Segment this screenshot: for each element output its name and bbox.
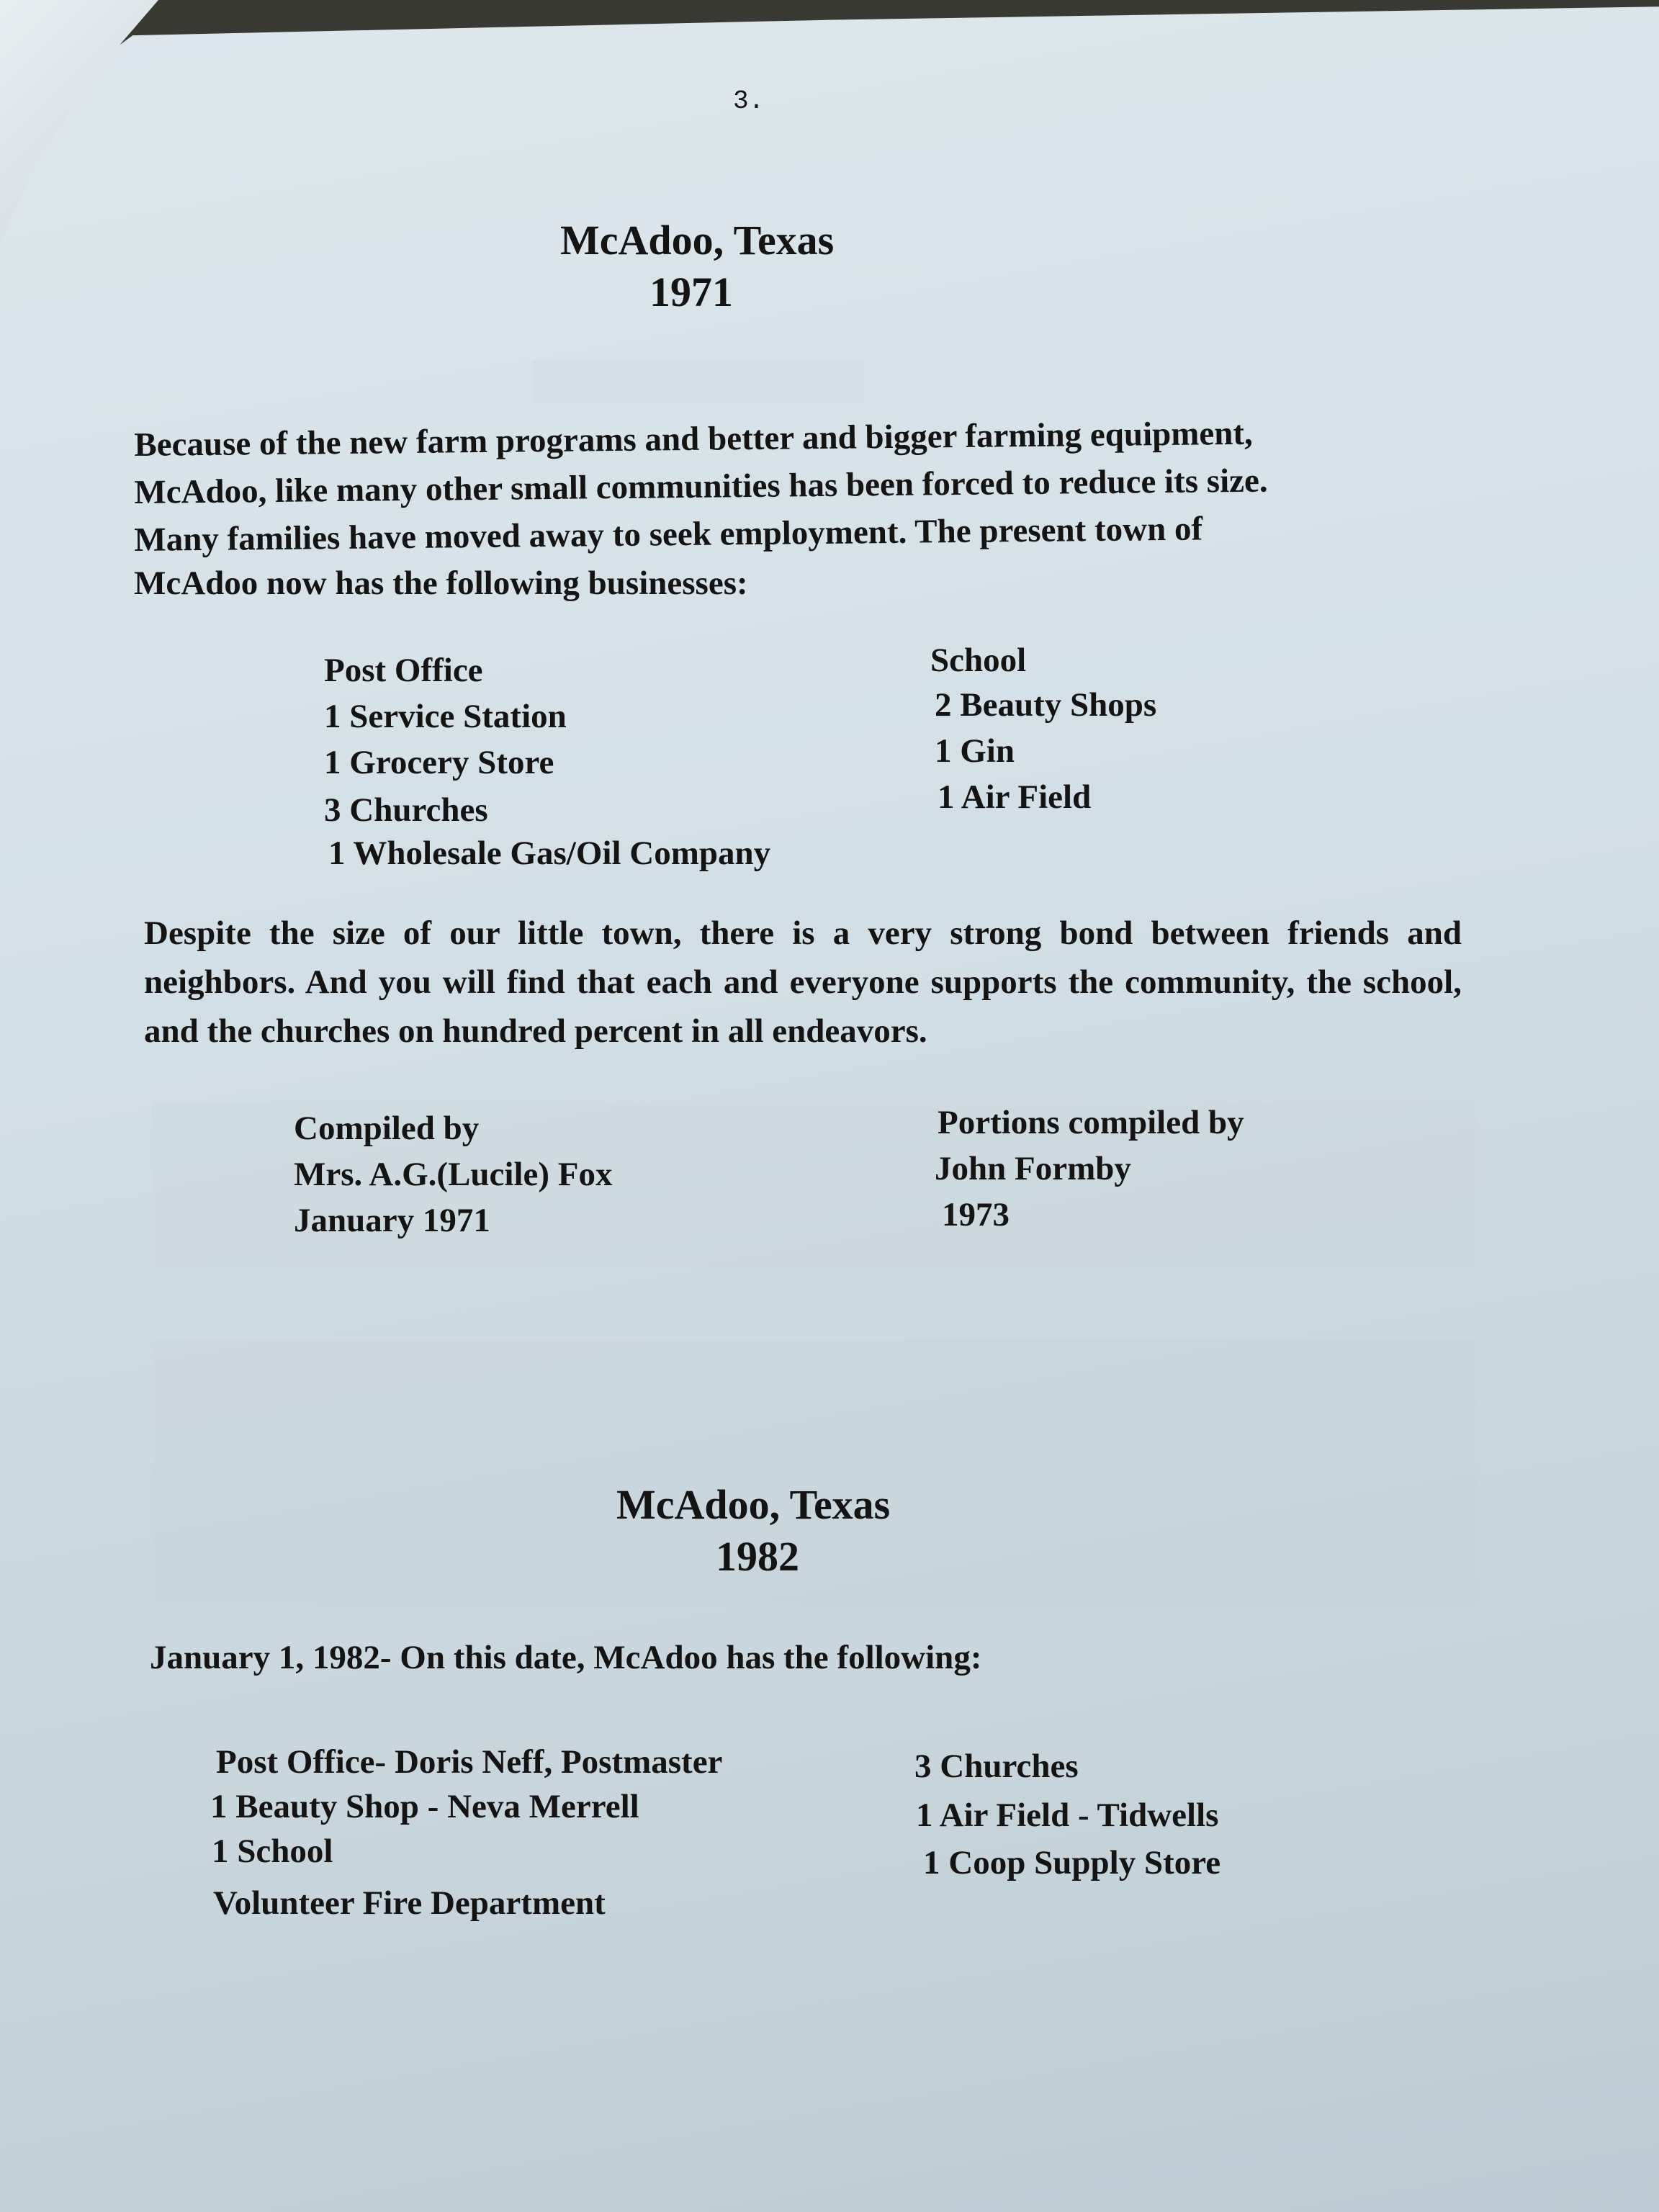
credit-line: January 1971 <box>294 1202 490 1239</box>
intro-line: Because of the new farm programs and better and bigger farming equipment, <box>134 414 1254 464</box>
section-1982-intro: January 1, 1982- On this date, McAdoo has the following: <box>150 1639 982 1676</box>
credit-line: Portions compiled by <box>938 1104 1244 1141</box>
business-item: Post Office <box>324 652 483 689</box>
inventory-item: Post Office- Doris Neff, Postmaster <box>216 1743 723 1781</box>
business-item: School <box>930 642 1027 679</box>
inventory-item: Volunteer Fire Department <box>213 1884 606 1922</box>
closing-paragraph: Despite the size of our little town, there is a very strong bond between friends and neighbors. And you will find that each and everyone supports the community, the school, and the churches on hundred percent in all endeavors. <box>144 914 1462 1050</box>
section-1982-title: McAdoo, Texas <box>616 1481 891 1528</box>
business-item: 1 Wholesale Gas/Oil Company <box>328 835 771 872</box>
inventory-item: 1 School <box>212 1833 333 1870</box>
inventory-item: 3 Churches <box>914 1748 1079 1785</box>
inventory-item: 1 Beauty Shop - Neva Merrell <box>210 1788 639 1825</box>
credit-line: Compiled by <box>294 1110 480 1147</box>
page-number: 3. <box>733 86 765 116</box>
credit-line: John Formby <box>935 1150 1131 1187</box>
inventory-item: 1 Coop Supply Store <box>923 1844 1221 1881</box>
credit-line: 1973 <box>942 1196 1010 1233</box>
business-item: 1 Air Field <box>938 778 1092 816</box>
intro-line: McAdoo, like many other small communities has been forced to reduce its size. <box>134 462 1268 511</box>
business-item: 1 Grocery Store <box>324 744 554 781</box>
section-1971-title: McAdoo, Texas <box>560 217 835 264</box>
business-item: 1 Service Station <box>324 698 567 735</box>
intro-line: Many families have moved away to seek employment. The present town of <box>134 510 1203 559</box>
intro-line: McAdoo now has the following businesses: <box>134 565 748 602</box>
inventory-item: 1 Air Field - Tidwells <box>916 1797 1219 1834</box>
business-item: 3 Churches <box>324 791 488 829</box>
business-item: 2 Beauty Shops <box>935 686 1157 724</box>
section-1971-year: 1971 <box>649 269 733 315</box>
business-item: 1 Gin <box>935 732 1015 770</box>
section-1982-year: 1982 <box>716 1533 799 1580</box>
credit-line: Mrs. A.G.(Lucile) Fox <box>294 1156 613 1193</box>
